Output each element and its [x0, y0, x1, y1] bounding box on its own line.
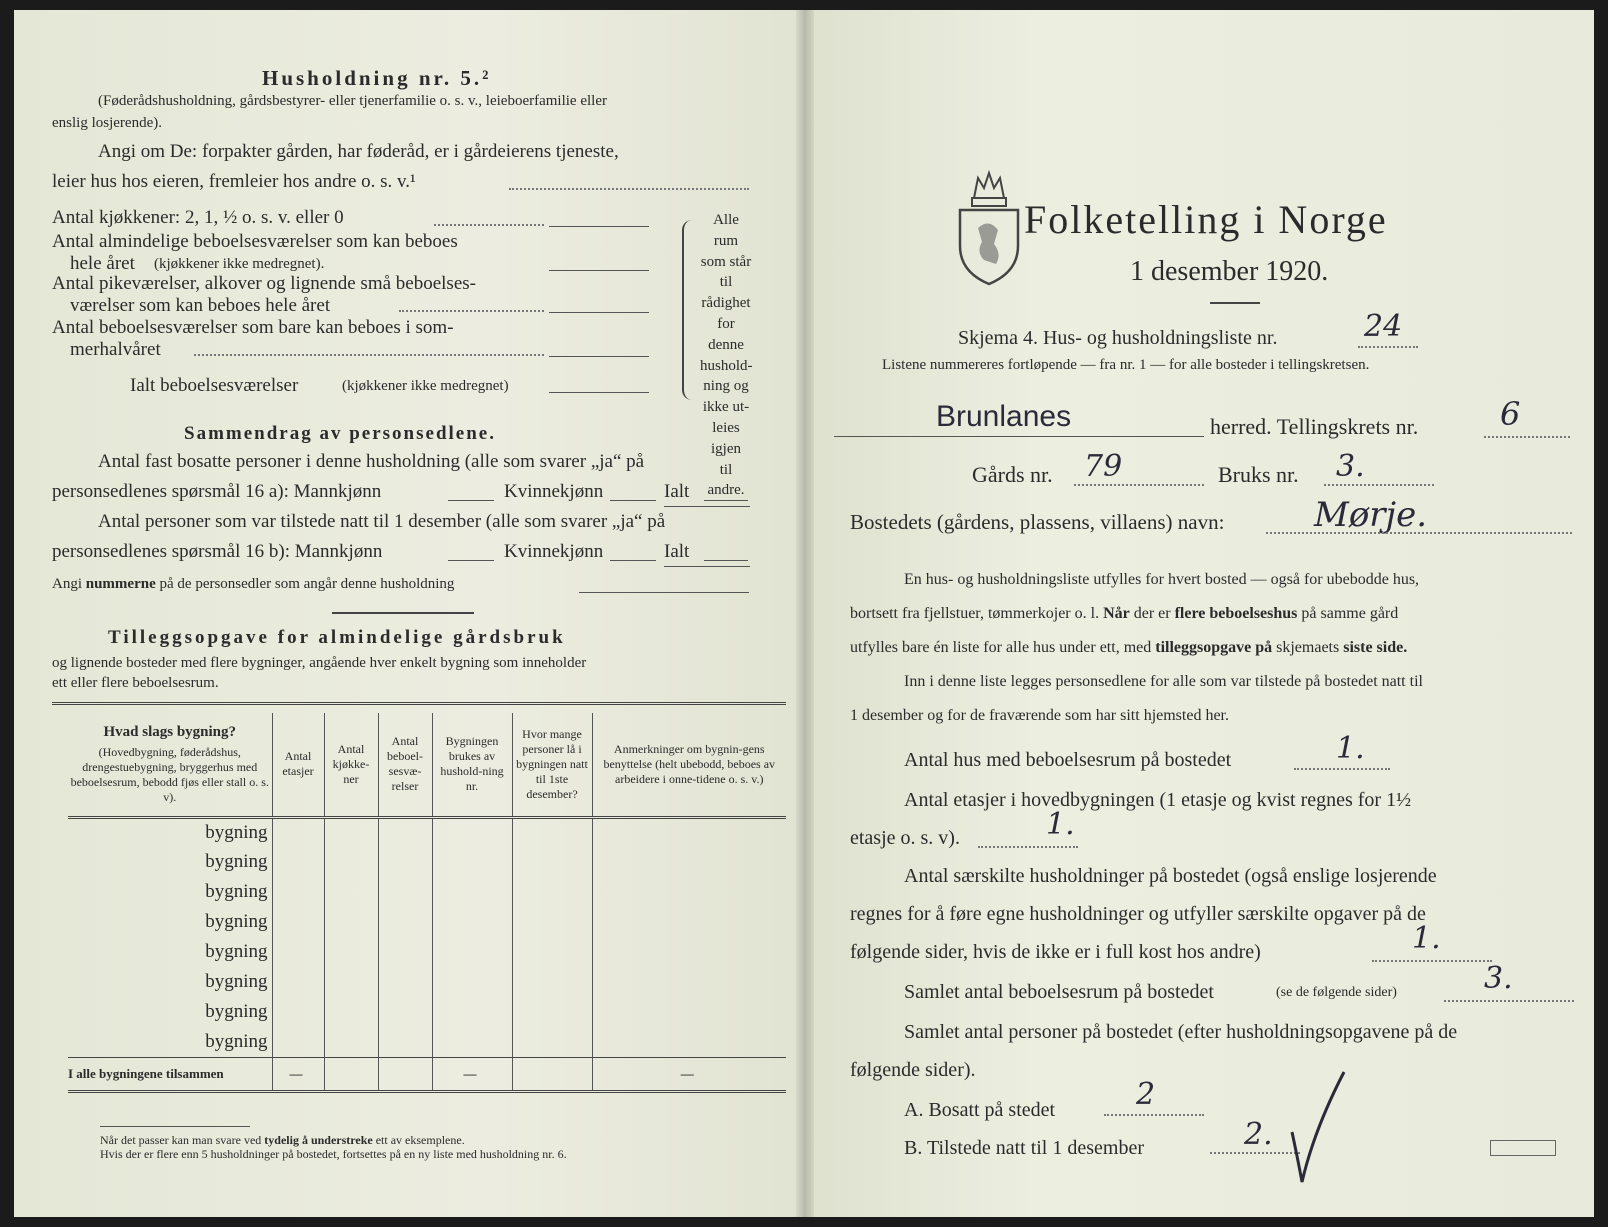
sommer-rooms-line-1: Antal beboelsesværelser som bare kan beboes i som- — [52, 317, 454, 338]
coat-of-arms-icon — [954, 168, 1024, 288]
brace — [682, 220, 696, 400]
total-dash: — — [592, 1057, 786, 1091]
gards-value: 79 — [1084, 449, 1123, 484]
angi-om-line-2: leier hus hos eieren, fremleier hos andre o. s. v.¹ — [52, 171, 416, 192]
household-title: Husholdning nr. 5.² — [262, 66, 492, 90]
hus-value: 1. — [1336, 731, 1365, 766]
para1-line-3: utfylles bare én liste for alle hus under ett, med tilleggsopgave på skjemaets siste side. — [850, 639, 1408, 656]
nummerne-line: Angi nummerne på de personsedler som angår denne husholdning — [52, 576, 455, 592]
tilstede-line-2: personsedlenes spørsmål 16 b): Mannkjønn — [52, 541, 383, 562]
household-note-line-1: (Føderådshusholdning, gårdsbestyrer- eller tjenerfamilie o. s. v., leieboerfamilie eller — [98, 93, 607, 109]
tillegg-line-1: og lignende bosteder med flere bygninger, angående hver enkelt bygning som inneholder — [52, 655, 587, 671]
bosatt-value: 2 — [1136, 1077, 1156, 1112]
table-row: bygning — [68, 1027, 786, 1057]
alm-rooms-note: (kjøkkener ikke medregnet). — [154, 256, 325, 272]
col-header-beboelsesvaerelser: Antal beboel-sesvæ-relser — [378, 713, 432, 817]
angi-om-line-1: Angi om De: forpakter gården, har føderåd, er i gårdeierens tjeneste, — [98, 141, 619, 162]
bruks-value: 3. — [1336, 449, 1365, 484]
tilstede-ialt-label: Ialt — [664, 541, 690, 562]
fast-bosatte-line-1: Antal fast bosatte personer i denne husholdning (alle som svarer „ja“ på — [98, 451, 645, 472]
fast-kvinnekjonn-label: Kvinnekjønn — [504, 481, 604, 502]
bosatt-label: A. Bosatt på stedet — [904, 1099, 1056, 1121]
skjema-label: Skjema 4. Hus- og husholdningsliste nr. — [958, 327, 1278, 349]
buildings-table — [68, 713, 786, 1093]
tillegg-title: Tilleggsopgave for almindelige gårdsbruk — [108, 627, 566, 648]
bostedets-label: Bostedets (gårdens, plassens, villaens) navn: — [850, 510, 1225, 534]
serskilte-value: 1. — [1412, 921, 1441, 956]
krets-value: 6 — [1500, 395, 1521, 433]
pike-rooms-line-1: Antal pikeværelser, alkover og lignende små beboelses- — [52, 273, 476, 294]
samlet-personer-line-2: følgende sider). — [850, 1059, 976, 1081]
herred-value: Brunlanes — [936, 400, 1072, 433]
brace-note: Alle rum som står til rådighet for denne hushold- ning og ikke ut- leies igjen til andre. — [700, 212, 753, 499]
para2-line-2: 1 desember og for de fraværende som har sitt hjemsted her. — [850, 707, 1229, 724]
para1-line-1: En hus- og husholdningsliste utfylles for hvert bosted — også for ubebodde hus, — [904, 571, 1420, 588]
table-row: bygning — [68, 907, 786, 937]
col-header-husholdning: Bygningen brukes av hushold-ning nr. — [432, 713, 512, 817]
etasjer-line-2: etasje o. s. v). — [850, 827, 960, 849]
household-note-line-2: enslig losjerende). — [52, 115, 162, 131]
alm-rooms-line-2: hele året — [70, 253, 135, 274]
samlet-rum-note: (se de følgende sider) — [1276, 985, 1397, 1000]
tillegg-line-2: ett eller flere beboelsesrum. — [52, 675, 219, 691]
fast-bosatte-line-2: personsedlenes spørsmål 16 a): Mannkjønn — [52, 481, 382, 502]
handwritten-check-mark-icon — [1284, 1070, 1354, 1190]
etasjer-line-1: Antal etasjer i hovedbygningen (1 etasje og kvist regnes for 1½ — [904, 789, 1412, 811]
ialt-rooms-label: Ialt beboelsesværelser — [130, 375, 299, 396]
table-row: bygning — [68, 997, 786, 1027]
kjokkener-label: Antal kjøkkener: 2, 1, ½ o. s. v. eller 0 — [52, 207, 344, 228]
table-total-row — [68, 1057, 786, 1091]
form-title: Folketelling i Norge — [1024, 197, 1388, 242]
col-header-personer: Hvor mange personer lå i bygningen natt til 1ste desember? — [512, 713, 592, 817]
sammendrag-title: Sammendrag av personsedlene. — [184, 423, 496, 444]
herred-label: herred. Tellingskrets nr. — [1210, 414, 1419, 439]
table-row: bygning — [68, 877, 786, 907]
total-dash: — — [432, 1057, 512, 1091]
pike-rooms-line-2: værelser som kan beboes hele året — [70, 295, 331, 316]
gards-label: Gårds nr. — [972, 462, 1053, 487]
serskilte-line-1: Antal særskilte husholdninger på bostedet (også enslige losjerende — [904, 865, 1437, 887]
bruks-label: Bruks nr. — [1218, 462, 1299, 487]
tilstede-kvinnekjonn-label: Kvinnekjønn — [504, 541, 604, 562]
sommer-rooms-line-2: merhalvåret — [70, 339, 161, 360]
table-row: bygning — [68, 847, 786, 877]
fast-ialt-label: Ialt — [664, 481, 690, 502]
serskilte-line-2: regnes for å føre egne husholdninger og utfyller særskilte opgaver på de — [850, 903, 1426, 925]
col-header-etasjer: Antal etasjer — [272, 713, 324, 817]
para1-line-2: bortsett fra fjellstuer, tømmerkojer o. l. Når der er flere beboelseshus på samme gård — [850, 605, 1399, 622]
census-form-sheet — [14, 10, 1594, 1217]
skjema-value: 24 — [1364, 309, 1403, 344]
samlet-personer-line-1: Samlet antal personer på bostedet (efter husholdningsopgavene på de — [904, 1021, 1458, 1043]
table-row: bygning — [68, 967, 786, 997]
form-date: 1 desember 1920. — [1130, 256, 1329, 287]
table-row: bygning — [68, 817, 786, 847]
left-page — [14, 10, 804, 1217]
samlet-rum-value: 3. — [1484, 961, 1513, 996]
col-header-anmerkninger: Anmerkninger om bygnin-gens benyttelse (helt ubebodd, beboes av arbeidere i onne-tidene o. s. v.) — [592, 713, 786, 817]
hus-label: Antal hus med beboelsesrum på bostedet — [904, 749, 1232, 771]
total-dash: — — [272, 1057, 324, 1091]
listene-note: Listene nummereres fortløpende — fra nr. 1 — for alle bosteder i tellingskretsen. — [882, 357, 1370, 373]
tilstede-label: B. Tilstede natt til 1 desember — [904, 1137, 1144, 1159]
ialt-rooms-note: (kjøkkener ikke medregnet) — [342, 378, 509, 394]
etasjer-value: 1. — [1046, 807, 1075, 842]
table-row: bygning — [68, 937, 786, 967]
footnote-2: Hvis der er flere enn 5 husholdninger på bostedet, fortsettes på en ny liste med husholdning nr. 6. — [100, 1147, 567, 1161]
footnote-1: Når det passer kan man svare ved tydelig å understreke ett av eksemplene. — [100, 1133, 465, 1147]
bostedets-value: Mørje. — [1314, 495, 1428, 535]
tilstede-line-1: Antal personer som var tilstede natt til 1 desember (alle som svarer „ja“ på — [98, 511, 666, 532]
col-header-kjokkener: Antal kjøkke-ner — [324, 713, 378, 817]
para2-line-1: Inn i denne liste legges personsedlene for alle som var tilstede på bostedet natt til — [904, 673, 1423, 690]
serskilte-line-3: følgende sider, hvis de ikke er i full kost hos andre) — [850, 941, 1261, 963]
tilstede-value: 2. — [1244, 1117, 1273, 1152]
col-header-building-type: Hvad slags bygning? (Hovedbygning, føderådshus, drengestuebygning, bryggerhus med beboelsesrum, bebodd fjøs eller stall o. s. v). — [68, 713, 272, 817]
samlet-rum-label: Samlet antal beboelsesrum på bostedet — [904, 981, 1214, 1003]
alm-rooms-line-1: Antal almindelige beboelsesværelser som kan beboes — [52, 231, 458, 252]
printer-stamp — [1490, 1140, 1556, 1156]
total-label: I alle bygningene tilsammen — [68, 1057, 272, 1091]
